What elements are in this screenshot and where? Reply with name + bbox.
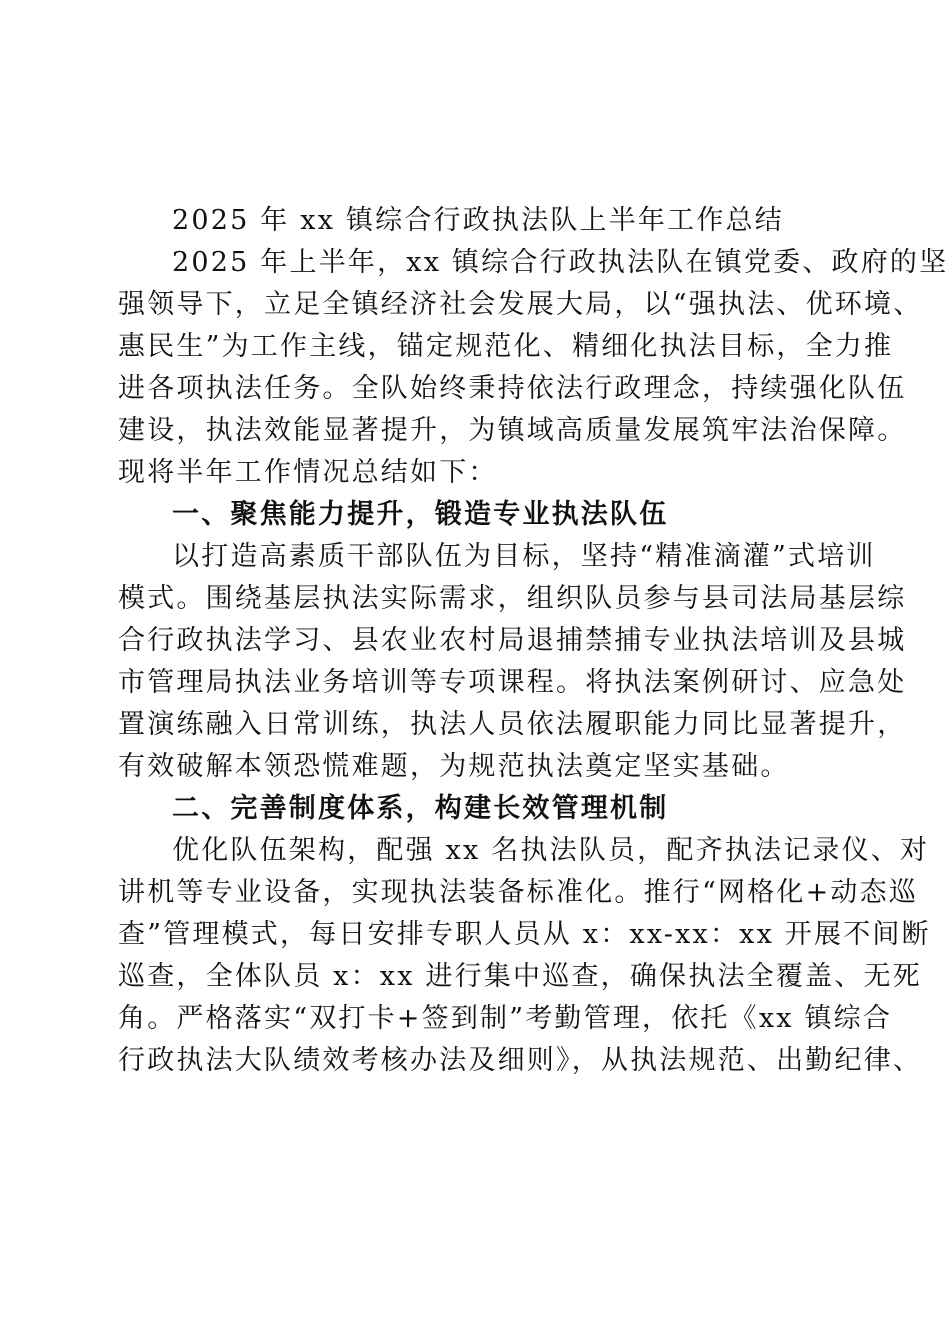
paragraph-line: 行政执法大队绩效考核办法及细则》，从执法规范、出勤纪律、 bbox=[118, 1045, 923, 1076]
paragraph-line: 查”管理模式，每日安排专职人员从 x：xx-xx：xx 开展不间断 bbox=[118, 919, 931, 950]
paragraph-line: 模式。围绕基层执法实际需求，组织队员参与县司法局基层综 bbox=[118, 583, 907, 614]
paragraph-line: 合行政执法学习、县农业农村局退捕禁捕专业执法培训及县城 bbox=[118, 625, 907, 656]
paragraph-line: 进各项执法任务。全队始终秉持依法行政理念，持续强化队伍 bbox=[118, 373, 907, 404]
intro-paragraph bbox=[118, 242, 949, 494]
paragraph-line: 讲机等专业设备，实现执法装备标准化。推行“网格化+动态巡 bbox=[118, 877, 919, 908]
section-heading-1: 一、聚焦能力提升，锻造专业执法队伍 bbox=[172, 499, 669, 530]
paragraph-line: 2025 年上半年，xx 镇综合行政执法队在镇党委、政府的坚 bbox=[172, 247, 949, 278]
paragraph-line: 有效破解本领恐慌难题，为规范执法奠定坚实基础。 bbox=[118, 751, 790, 782]
section-1-paragraph bbox=[118, 536, 907, 788]
document-title: 2025 年 xx 镇综合行政执法队上半年工作总结 bbox=[172, 205, 784, 236]
paragraph-line: 现将半年工作情况总结如下： bbox=[118, 457, 498, 488]
paragraph-line: 建设，执法效能显著提升，为镇域高质量发展筑牢法治保障。 bbox=[118, 415, 907, 446]
section-heading-2: 二、完善制度体系，构建长效管理机制 bbox=[172, 793, 669, 824]
paragraph-line: 置演练融入日常训练，执法人员依法履职能力同比显著提升， bbox=[118, 709, 907, 740]
document-page bbox=[118, 200, 949, 1082]
paragraph-line: 角。严格落实“双打卡+签到制”考勤管理，依托《xx 镇综合 bbox=[118, 1003, 893, 1034]
paragraph-line: 强领导下，立足全镇经济社会发展大局，以“强执法、优环境、 bbox=[118, 289, 923, 320]
paragraph-line: 市管理局执法业务培训等专项课程。将执法案例研讨、应急处 bbox=[118, 667, 907, 698]
paragraph-line: 巡查，全体队员 x：xx 进行集中巡查，确保执法全覆盖、无死 bbox=[118, 961, 922, 992]
paragraph-line: 以打造高素质干部队伍为目标，坚持“精准滴灌”式培训 bbox=[172, 541, 876, 572]
section-2-paragraph bbox=[118, 830, 931, 1082]
paragraph-line: 惠民生”为工作主线，锚定规范化、精细化执法目标，全力推 bbox=[118, 331, 894, 362]
paragraph-line: 优化队伍架构，配强 xx 名执法队员，配齐执法记录仪、对 bbox=[172, 835, 930, 866]
